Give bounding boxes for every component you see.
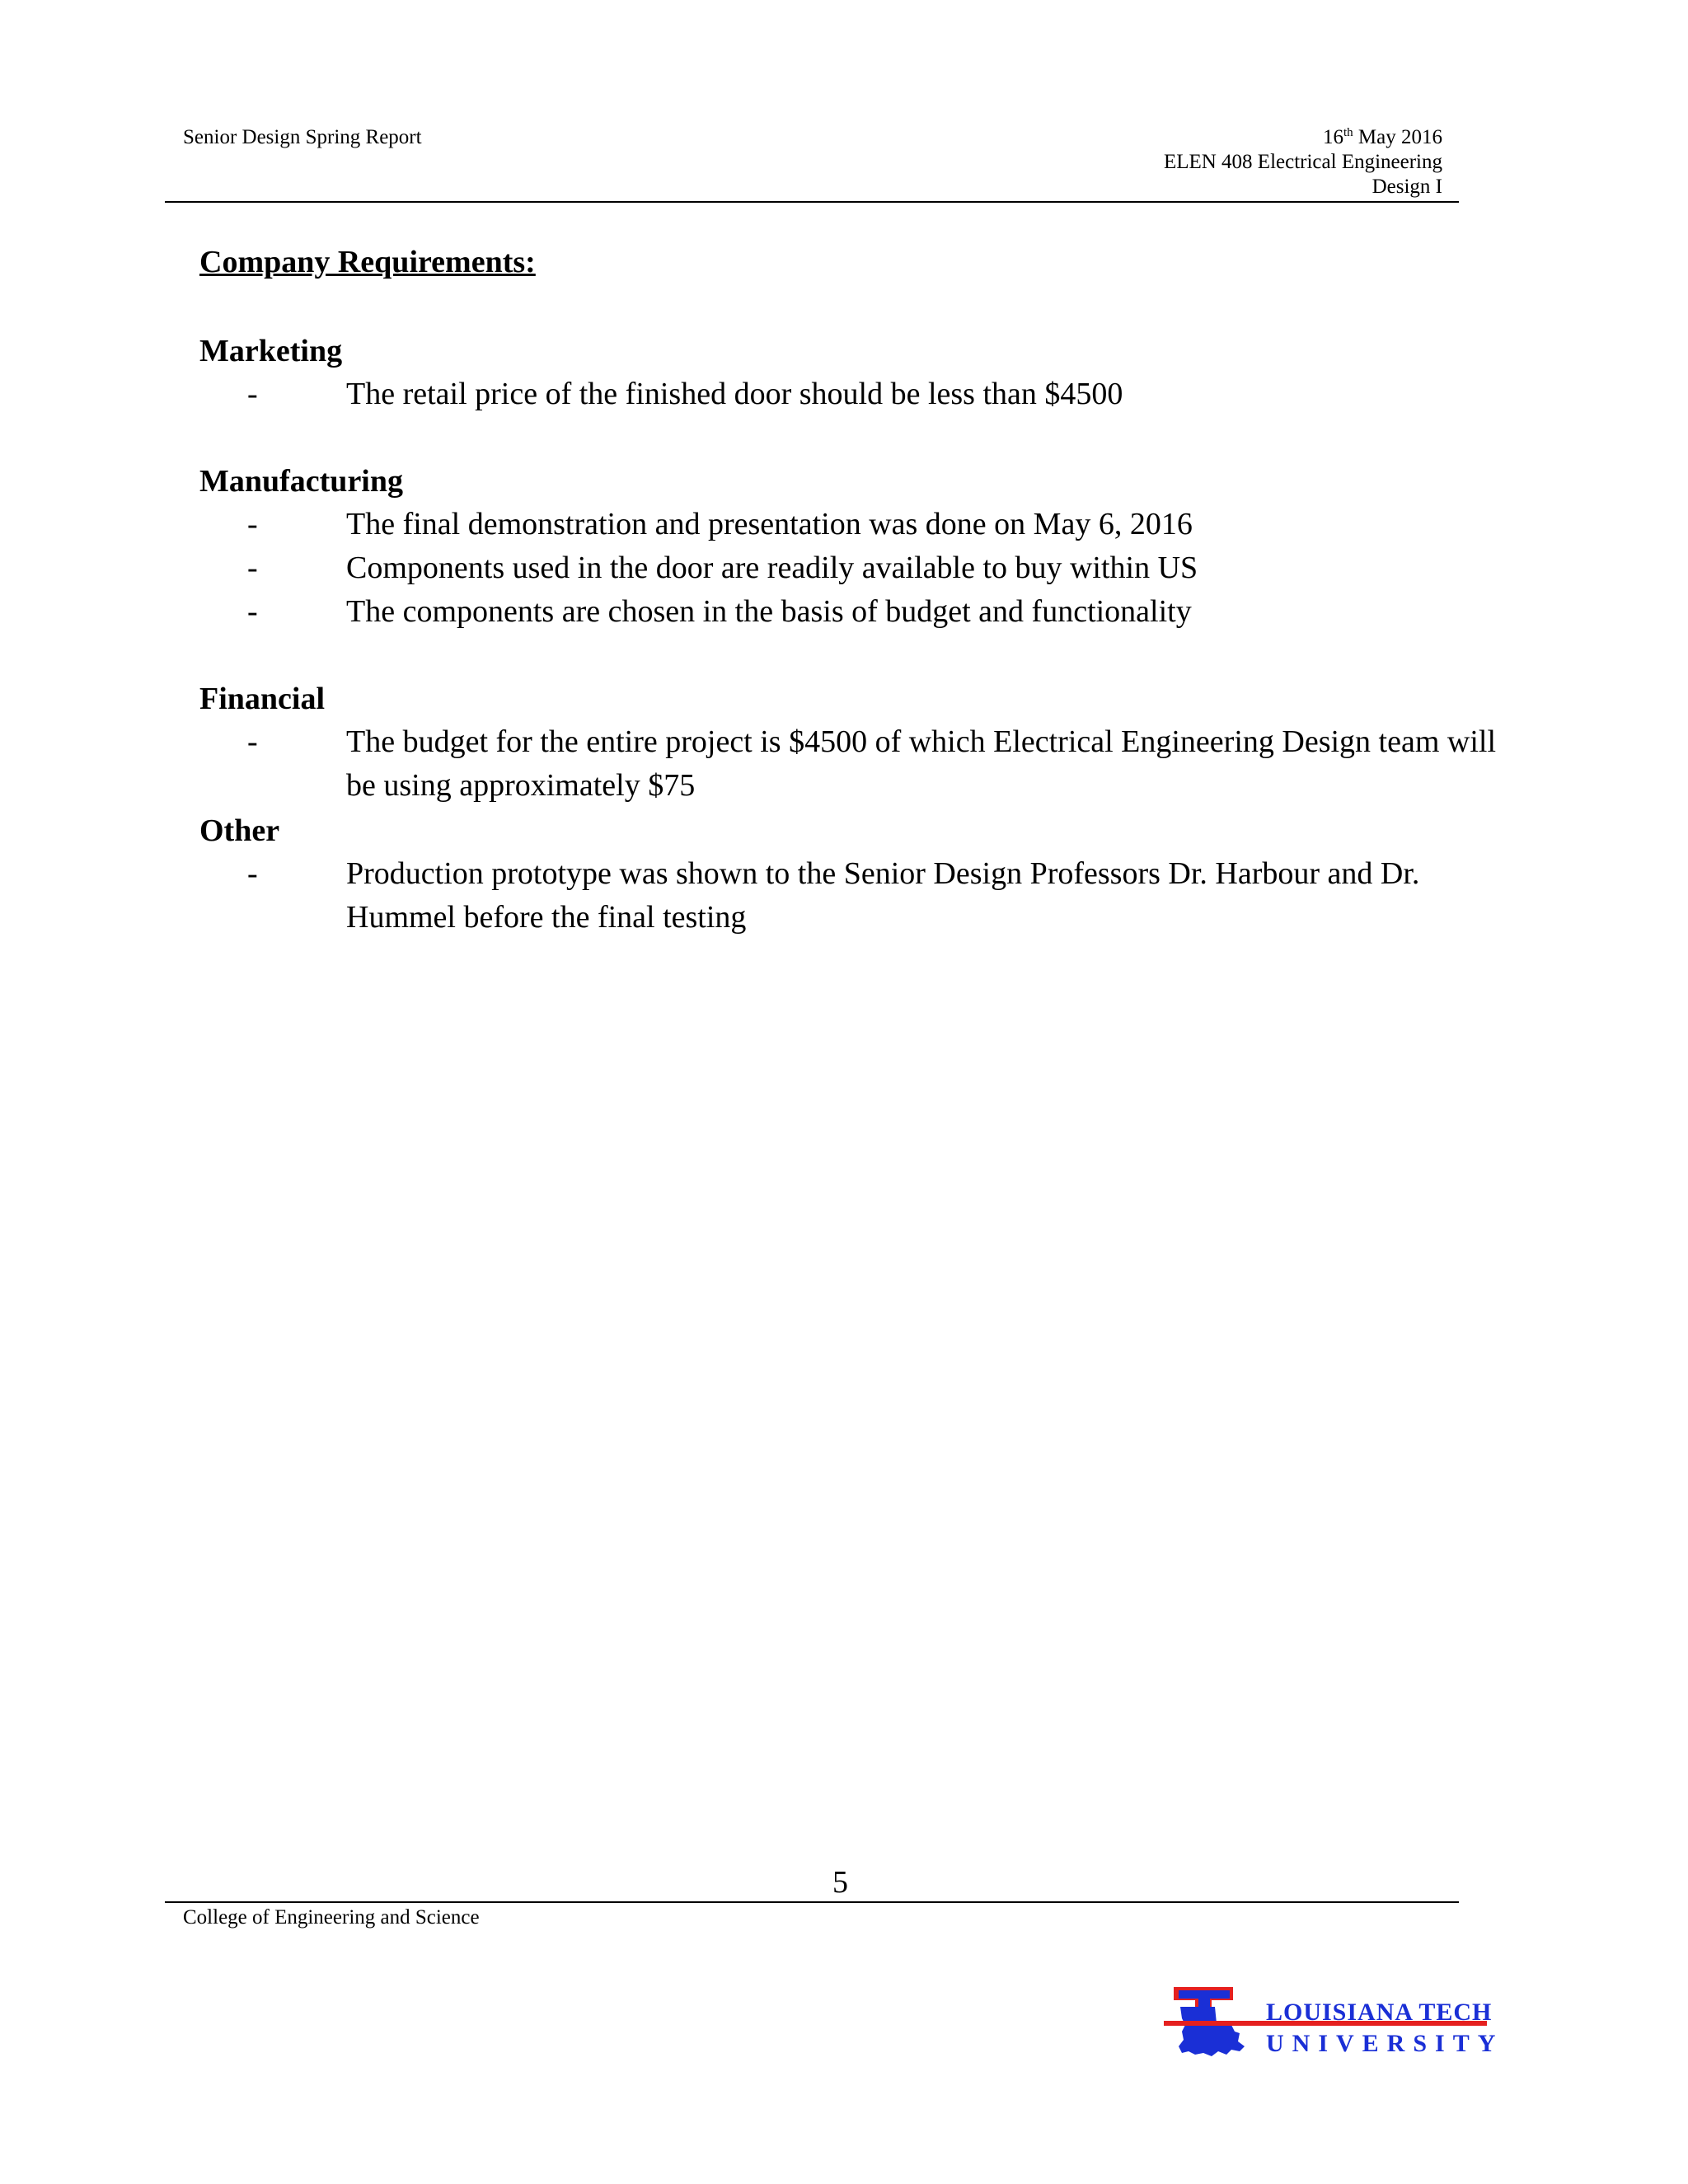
- bullet-marker: -: [247, 551, 258, 585]
- bullet-text: The components are chosen in the basis of budget and functionality: [346, 594, 1192, 629]
- header-course-line1: ELEN 408 Electrical Engineering: [1163, 151, 1442, 173]
- bullet-text: The budget for the entire project is $4500 of which Electrical Engineering Design team will be using approximately $75: [346, 724, 1496, 803]
- section-heading-marketing: Marketing: [199, 334, 343, 368]
- bullet-text: Production prototype was shown to the Senior Design Professors Dr. Harbour and Dr. Hummel before the final testing: [346, 856, 1420, 935]
- section-heading-manufacturing: Manufacturing: [199, 464, 403, 499]
- header-right-block: [1164, 125, 1442, 199]
- bullet-marker: -: [247, 377, 258, 411]
- section-heading-other: Other: [199, 813, 280, 848]
- header-divider: [165, 201, 1459, 203]
- page-number: 5: [832, 1865, 848, 1900]
- footer-college-name: College of Engineering and Science: [183, 1906, 480, 1929]
- university-logo: [1164, 1982, 1504, 2064]
- header-date-rest: May 2016: [1353, 126, 1442, 148]
- bullet-text: The final demonstration and presentation was done on May 6, 2016: [346, 507, 1193, 541]
- header-date-suffix: th: [1343, 126, 1353, 139]
- page-title: Company Requirements:: [199, 245, 536, 279]
- logo-text-line1: LOUISIANA TECH: [1266, 1999, 1493, 2026]
- header-course-line2: Design I: [1372, 176, 1442, 198]
- bullet-marker: -: [247, 594, 258, 629]
- bullet-text: Components used in the door are readily available to buy within US: [346, 551, 1198, 585]
- header-date-day: 16: [1323, 126, 1343, 148]
- header-date: [1164, 125, 1442, 150]
- bullet-marker: -: [247, 724, 258, 759]
- header-report-title: Senior Design Spring Report: [183, 126, 422, 148]
- logo-text-line2: UNIVERSITY: [1266, 2030, 1504, 2057]
- bullet-marker: -: [247, 856, 258, 891]
- footer-divider: [165, 1901, 1459, 1903]
- bullet-marker: -: [247, 507, 258, 541]
- bullet-text: The retail price of the finished door should be less than $4500: [346, 377, 1123, 411]
- section-heading-financial: Financial: [199, 682, 326, 716]
